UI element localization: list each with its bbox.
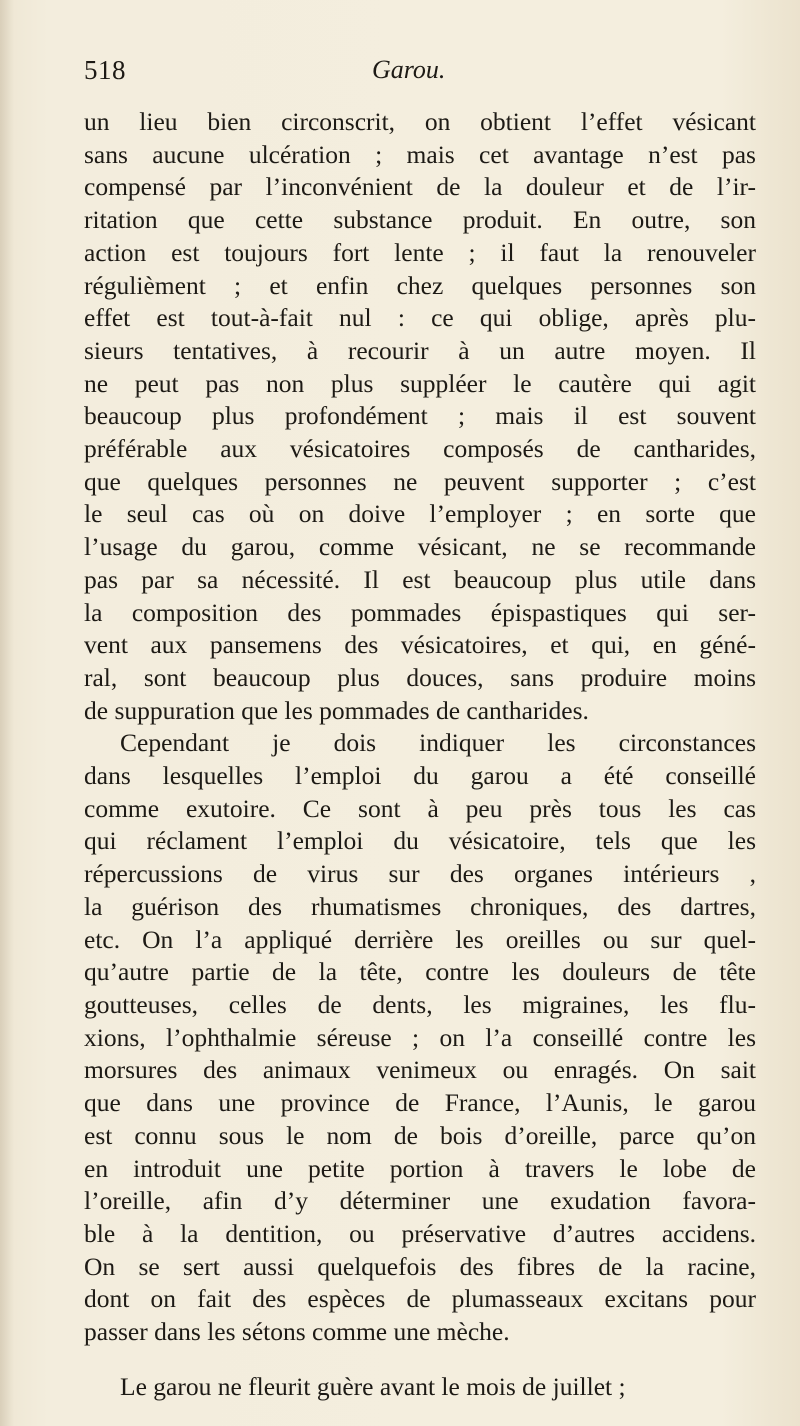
text-line: compensé par l’inconvénient de la douleur et de l’ir-: [84, 172, 756, 202]
text-line: dont on fait des espèces de plumasseaux excitans pour: [84, 1284, 756, 1314]
text-line: Cependant je dois indiquer les circonstances: [120, 728, 756, 758]
text-line: un lieu bien circonscrit, on obtient l’effet vésicant: [84, 107, 756, 136]
text-line: la composition des pommades épispastiques qui ser-: [84, 597, 756, 627]
text-line: qui réclament l’emploi du vésicatoire, tels que les: [84, 826, 756, 856]
paragraph-1: [84, 106, 756, 727]
text-line: ne peut pas non plus suppléer le cautère qui agit: [84, 368, 756, 398]
paragraph-3: [84, 1371, 756, 1404]
text-line: le seul cas où on doive l’employer ; en sorte que: [84, 499, 756, 529]
text-line: ble à la dentition, ou préservative d’autres accidens.: [84, 1218, 756, 1248]
text-line: comme exutoire. Ce sont à peu près tous les cas: [84, 793, 756, 823]
text-line: sans aucune ulcération ; mais cet avantage n’est pas: [84, 139, 756, 169]
text-line: préférable aux vésicatoires composés de cantharides,: [84, 434, 756, 464]
text-line: l’usage du garou, comme vésicant, ne se recommande: [84, 532, 756, 562]
text-line: goutteuses, celles de dents, les migraines, les flu-: [84, 989, 756, 1019]
text-line: morsures des animaux venimeux ou enragés. On sait: [84, 1055, 756, 1085]
text-line: l’oreille, afin d’y déterminer une exudation favora-: [84, 1186, 756, 1216]
text-line: xions, l’ophthalmie séreuse ; on l’a conseillé contre les: [84, 1022, 756, 1052]
text-line: pas par sa nécessité. Il est beaucoup plus utile dans: [84, 564, 756, 594]
page-header: [84, 55, 714, 95]
paragraph-2: [84, 727, 756, 1348]
text-line: ritation que cette substance produit. En outre, son: [84, 205, 756, 235]
text-line: que quelques personnes ne peuvent supporter ; c’est: [84, 466, 756, 496]
body-text: [84, 106, 756, 1403]
text-line: passer dans les sétons comme une mèche.: [84, 1317, 510, 1347]
text-line: beaucoup plus profondément ; mais il est souvent: [84, 401, 756, 431]
text-line: régulièment ; et enfin chez quelques personnes son: [84, 270, 756, 300]
text-line: dans lesquelles l’emploi du garou a été conseillé: [84, 761, 756, 791]
text-line: effet est tout-à-fait nul : ce qui oblige, après plu-: [84, 303, 756, 333]
text-line: de suppuration que les pommades de cantharides.: [84, 695, 589, 725]
text-line: répercussions de virus sur des organes intérieurs ,: [84, 859, 756, 889]
text-line: Le garou ne fleurit guère avant le mois de juillet ;: [120, 1371, 626, 1401]
text-line: en introduit une petite portion à travers le lobe de: [84, 1153, 756, 1183]
text-line: la guérison des rhumatismes chroniques, des dartres,: [84, 891, 756, 921]
text-line: On se sert aussi quelquefois des fibres de la racine,: [84, 1251, 756, 1281]
running-title: Garou.: [372, 55, 446, 84]
paragraph-gap: [84, 1349, 756, 1371]
page-number: 518: [84, 55, 126, 85]
text-line: ral, sont beaucoup plus douces, sans produire moins: [84, 662, 756, 692]
text-line: sieurs tentatives, à recourir à un autre moyen. Il: [84, 335, 756, 365]
page-gutter-shadow: [0, 0, 14, 1426]
text-line: vent aux pansemens des vésicatoires, et qui, en géné-: [84, 630, 756, 660]
text-line: qu’autre partie de la tête, contre les douleurs de tête: [84, 957, 756, 987]
text-line: action est toujours fort lente ; il faut la renouveler: [84, 237, 756, 267]
text-line: que dans une province de France, l’Aunis, le garou: [84, 1088, 756, 1118]
text-line: etc. On l’a appliqué derrière les oreilles ou sur quel-: [84, 924, 756, 954]
text-line: est connu sous le nom de bois d’oreille, parce qu’on: [84, 1120, 756, 1150]
